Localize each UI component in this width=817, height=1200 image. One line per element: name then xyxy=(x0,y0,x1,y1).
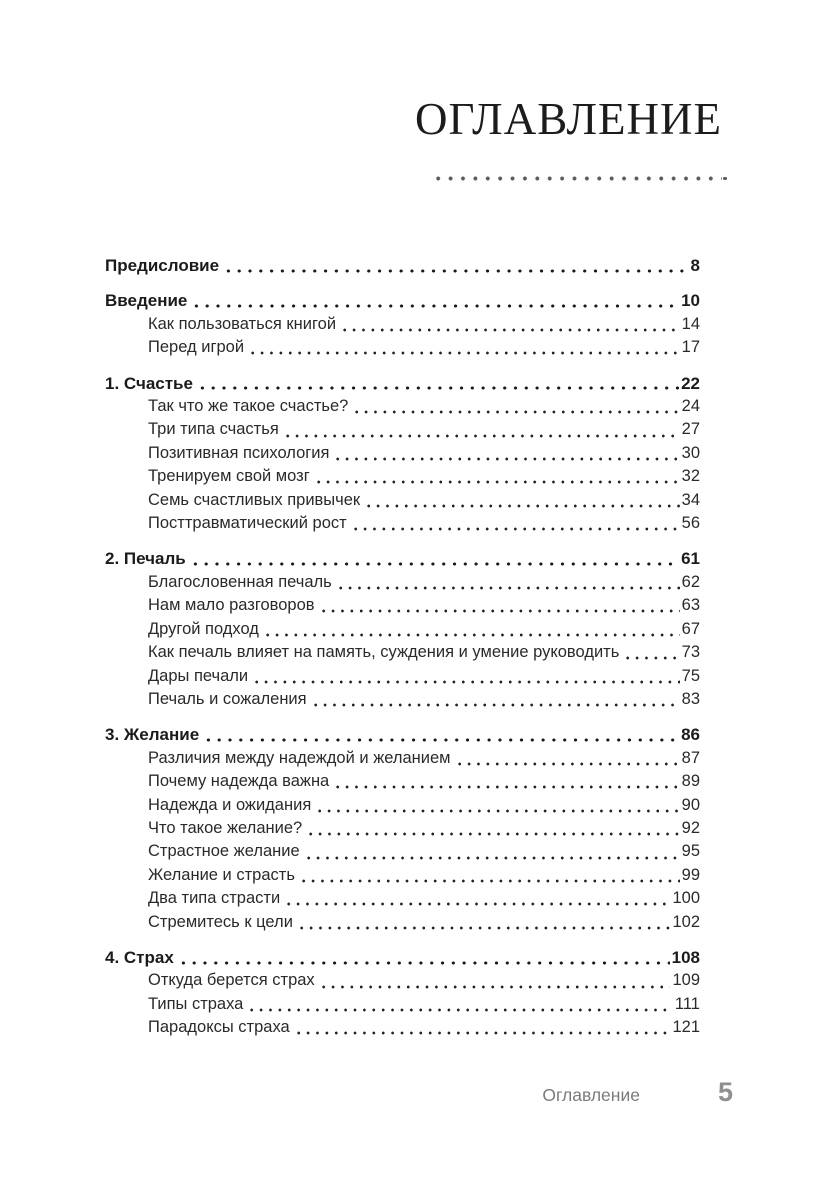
dot-leader xyxy=(311,688,680,711)
toc-subsection-row xyxy=(105,512,700,535)
toc-subsection-row xyxy=(105,688,700,711)
toc-subsection-row xyxy=(105,465,700,488)
toc-entry-page-number: 62 xyxy=(681,572,700,591)
toc-subsection-row xyxy=(105,418,700,441)
toc-subsection-row xyxy=(105,1016,700,1039)
toc-entry-label: Почему надежда важна xyxy=(148,772,330,791)
toc-section-row xyxy=(105,547,700,570)
dot-leader xyxy=(197,372,679,395)
toc-entry-page-number: 108 xyxy=(671,947,700,967)
toc-entry-page-number: 83 xyxy=(681,689,700,708)
toc-subsection-row xyxy=(105,489,700,512)
toc-entry-page-number: 34 xyxy=(681,490,700,509)
toc-subsection-row xyxy=(105,395,700,418)
toc-entry-page-number: 87 xyxy=(681,748,700,767)
toc-entry-page-number: 100 xyxy=(672,889,700,908)
toc-entry-page-number: 73 xyxy=(681,643,700,662)
dot-leader xyxy=(315,794,679,817)
toc-entry-label: Желание и страсть xyxy=(148,865,295,884)
toc-entry-label: Надежда и ожидания xyxy=(148,795,312,814)
dot-leader xyxy=(203,723,679,746)
toc-section-row xyxy=(105,723,700,746)
toc-subsection-row xyxy=(105,794,700,817)
dot-leader xyxy=(304,840,680,863)
page-header xyxy=(415,94,722,186)
toc-entry-page-number: 102 xyxy=(672,912,700,931)
toc-entry-label: Страстное желание xyxy=(148,842,300,861)
toc-section-row xyxy=(105,254,700,277)
dot-leader xyxy=(333,442,679,465)
toc-subsection-row xyxy=(105,313,700,336)
dot-leader xyxy=(333,770,679,793)
toc-entry-label: Семь счастливых привычек xyxy=(148,490,361,509)
toc-subsection-row xyxy=(105,911,700,934)
toc-subsection-row xyxy=(105,840,700,863)
toc-entry-label: Так что же такое счастье? xyxy=(148,397,349,416)
toc-entry-label: Различия между надеждой и желанием xyxy=(148,748,451,767)
toc-section-row xyxy=(105,946,700,969)
toc-entry-page-number: 75 xyxy=(681,666,700,685)
toc-subsection-row xyxy=(105,887,700,910)
toc-entry-label: 3. Желание xyxy=(105,725,200,745)
toc-entry-label: Как печаль влияет на память, суждения и умение руководить xyxy=(148,643,620,662)
dot-leader xyxy=(190,547,679,570)
toc-entry-label: Предисловие xyxy=(105,256,220,275)
toc-entry-page-number: 121 xyxy=(672,1018,700,1037)
toc-entry-label: 2. Печаль xyxy=(105,549,186,569)
toc-entry-page-number: 24 xyxy=(681,397,700,416)
dot-leader xyxy=(299,864,680,887)
toc-entry-label: Стремитесь к цели xyxy=(148,912,293,931)
dot-leader xyxy=(455,747,680,770)
toc-entry-label: Перед игрой xyxy=(148,338,245,357)
dot-leader xyxy=(306,817,679,840)
toc-subsection-row xyxy=(105,993,700,1016)
toc-subsection-row xyxy=(105,571,700,594)
toc-subsection-row xyxy=(105,747,700,770)
toc-entry-page-number: 22 xyxy=(681,373,700,393)
dot-leader xyxy=(294,1016,671,1039)
dot-leader xyxy=(223,254,688,277)
toc-entry-label: Дары печали xyxy=(148,666,249,685)
toc-entry-label: 1. Счастье xyxy=(105,373,193,393)
toc-subsection-row xyxy=(105,864,700,887)
dot-leader xyxy=(314,465,680,488)
toc-entry-label: Позитивная психология xyxy=(148,443,330,462)
toc-entry-label: Типы страха xyxy=(148,994,244,1013)
dot-leader xyxy=(340,313,680,336)
dot-leader xyxy=(178,946,670,969)
toc-entry-label: Три типа счастья xyxy=(148,420,279,439)
toc-entry-page-number: 90 xyxy=(681,795,700,814)
page-number: 5 xyxy=(717,1077,733,1107)
dot-leader xyxy=(297,911,671,934)
toc-entry-page-number: 27 xyxy=(681,420,700,439)
page-footer xyxy=(105,1079,733,1106)
toc-entry-label: Другой подход xyxy=(148,619,259,638)
dot-leader xyxy=(319,969,671,992)
toc-entry-page-number: 14 xyxy=(681,314,700,333)
toc-entry-page-number: 95 xyxy=(681,842,700,861)
toc-entry-label: Что такое желание? xyxy=(148,818,303,837)
dot-leader xyxy=(284,887,670,910)
toc-entry-label: Тренируем свой мозг xyxy=(148,467,310,486)
toc-subsection-row xyxy=(105,618,700,641)
dot-leader xyxy=(364,489,679,512)
toc-subsection-row xyxy=(105,641,700,664)
toc-entry-label: 4. Страх xyxy=(105,947,174,967)
dot-leader xyxy=(247,993,673,1016)
title-dotted-divider xyxy=(432,176,722,181)
toc-entry-page-number: 8 xyxy=(690,256,700,275)
table-of-contents xyxy=(105,254,700,1040)
dot-leader xyxy=(191,289,679,312)
dot-leader xyxy=(336,571,680,594)
toc-section-row xyxy=(105,289,700,312)
toc-entry-label: Два типа страсти xyxy=(148,889,281,908)
toc-subsection-row xyxy=(105,969,700,992)
toc-entry-label: Печаль и сожаления xyxy=(148,689,307,708)
dot-leader xyxy=(352,395,679,418)
toc-entry-label: Как пользоваться книгой xyxy=(148,314,337,333)
toc-entry-label: Нам мало разговоров xyxy=(148,596,315,615)
toc-entry-label: Парадоксы страха xyxy=(148,1018,290,1037)
toc-entry-page-number: 92 xyxy=(681,818,700,837)
page-title: ОГЛАВЛЕНИЕ xyxy=(415,94,722,144)
dot-leader xyxy=(252,665,679,688)
toc-subsection-row xyxy=(105,442,700,465)
toc-subsection-row xyxy=(105,770,700,793)
dot-leader xyxy=(283,418,680,441)
toc-subsection-row xyxy=(105,665,700,688)
toc-entry-page-number: 99 xyxy=(681,865,700,884)
toc-entry-label: Благословенная печаль xyxy=(148,572,332,591)
toc-entry-page-number: 56 xyxy=(681,514,700,533)
dot-leader xyxy=(263,618,680,641)
toc-entry-page-number: 61 xyxy=(681,549,700,569)
dot-leader xyxy=(623,641,679,664)
toc-section-row xyxy=(105,372,700,395)
toc-entry-page-number: 10 xyxy=(681,291,700,311)
toc-entry-page-number: 17 xyxy=(681,338,700,357)
toc-entry-page-number: 86 xyxy=(681,725,700,745)
toc-subsection-row xyxy=(105,594,700,617)
toc-entry-page-number: 89 xyxy=(681,772,700,791)
dot-leader xyxy=(319,594,680,617)
toc-entry-label: Введение xyxy=(105,291,188,311)
toc-entry-page-number: 111 xyxy=(674,994,700,1013)
toc-entry-page-number: 67 xyxy=(681,619,700,638)
toc-entry-page-number: 32 xyxy=(681,467,700,486)
toc-subsection-row xyxy=(105,817,700,840)
toc-entry-label: Откуда берется страх xyxy=(148,971,315,990)
toc-entry-page-number: 30 xyxy=(681,443,700,462)
dot-leader xyxy=(248,336,680,359)
toc-entry-page-number: 109 xyxy=(672,971,700,990)
toc-entry-page-number: 63 xyxy=(681,596,700,615)
toc-entry-label: Посттравматический рост xyxy=(148,514,347,533)
toc-subsection-row xyxy=(105,336,700,359)
running-footer-label: Оглавление xyxy=(542,1085,640,1105)
dot-leader xyxy=(351,512,680,535)
